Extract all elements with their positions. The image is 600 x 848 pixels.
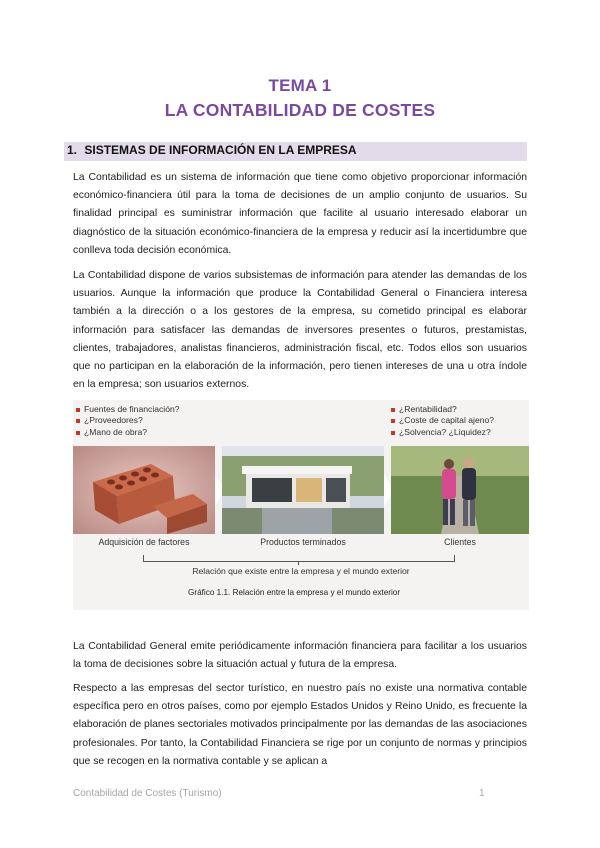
- page-number: 1: [479, 788, 485, 799]
- caption-clientes: Clientes: [444, 537, 476, 547]
- relation-bracket-tick: [298, 561, 299, 565]
- bullet-item: Fuentes de financiación?: [76, 404, 180, 415]
- house-photo: [222, 446, 384, 534]
- figure-empresa-mundo-exterior: [73, 400, 529, 610]
- chapter-number: TEMA 1: [268, 76, 332, 95]
- bullet-square-icon: [76, 408, 80, 412]
- bullet-square-icon: [391, 408, 395, 412]
- bullet-item: ¿Coste de capital ajeno?: [391, 415, 494, 426]
- footer-course-name: Contabilidad de Costes (Turismo): [73, 788, 222, 799]
- section-title: SISTEMAS DE INFORMACIÓN EN LA EMPRESA: [84, 143, 357, 157]
- bullet-item: ¿Solvencia? ¿Liquidez?: [391, 427, 494, 438]
- clients-photo: [391, 446, 529, 534]
- graphic-caption: Gráfico 1.1. Relación entre la empresa y el mundo exterior: [188, 588, 401, 597]
- bullet-square-icon: [76, 431, 80, 435]
- bricks-photo: [73, 446, 215, 534]
- relation-bracket: [143, 555, 455, 562]
- section-number: 1.: [67, 143, 78, 157]
- chapter-title: LA CONTABILIDAD DE COSTES: [164, 100, 436, 120]
- bullet-item: ¿Mano de obra?: [76, 427, 180, 438]
- left-bullet-list: [76, 404, 180, 438]
- bullet-square-icon: [391, 419, 395, 423]
- relation-label: Relación que existe entre la empresa y el mundo exterior: [192, 566, 410, 576]
- bullet-square-icon: [391, 431, 395, 435]
- right-bullet-list: [391, 404, 494, 438]
- caption-adquisicion: Adquisición de factores: [98, 537, 190, 547]
- paragraph: La Contabilidad dispone de varios subsistemas de información para atender las demandas de los usuarios. Aunque la información que produce la Contabilidad General o Financiera interesa también a la dirección o a los gestores de la empresa, su cometido principal es elaborar información para satisfacer las demandas de inversores presentes o futuros, prestamistas, clientes, trabajadores, analistas financieros, administración fiscal, etc. Todos ellos son usuarios que no participan en la elaboración de la información, pero tienen intereses de una u otra índole en la empresa; son usuarios externos.: [73, 270, 527, 391]
- bullet-item: ¿Rentabilidad?: [391, 404, 494, 415]
- section-heading: [67, 143, 357, 157]
- paragraph: La Contabilidad General emite periódicamente información financiera para facilitar a los usuarios la toma de decisiones sobre la situación actual y futura de la empresa.: [73, 641, 527, 671]
- bullet-square-icon: [76, 419, 80, 423]
- bullet-item: ¿Proveedores?: [76, 415, 180, 426]
- paragraph: La Contabilidad es un sistema de información que tiene como objetivo proporcionar información económico-financiera útil para la toma de decisiones de un amplio conjunto de usuarios. Su finalidad principal es suministrar información que facilite al usuario interesado elaborar un diagnóstico de la situación económico-financiera de la empresa y reducir así la incertidumbre que conlleva toda decisión económica.: [73, 172, 527, 256]
- caption-productos: Productos terminados: [260, 537, 346, 547]
- paragraph: Respecto a las empresas del sector turístico, en nuestro país no existe una normativa contable específica pero en otros países, como por ejemplo Estados Unidos y Reino Unido, es frecuente la elaboración de planes sectoriales motivados principalmente por las demandas de las asociaciones profesionales. Por tanto, la Contabilidad Financiera se rige por un conjunto de normas y principios que se recogen en la normativa contable y se aplican a: [73, 683, 527, 767]
